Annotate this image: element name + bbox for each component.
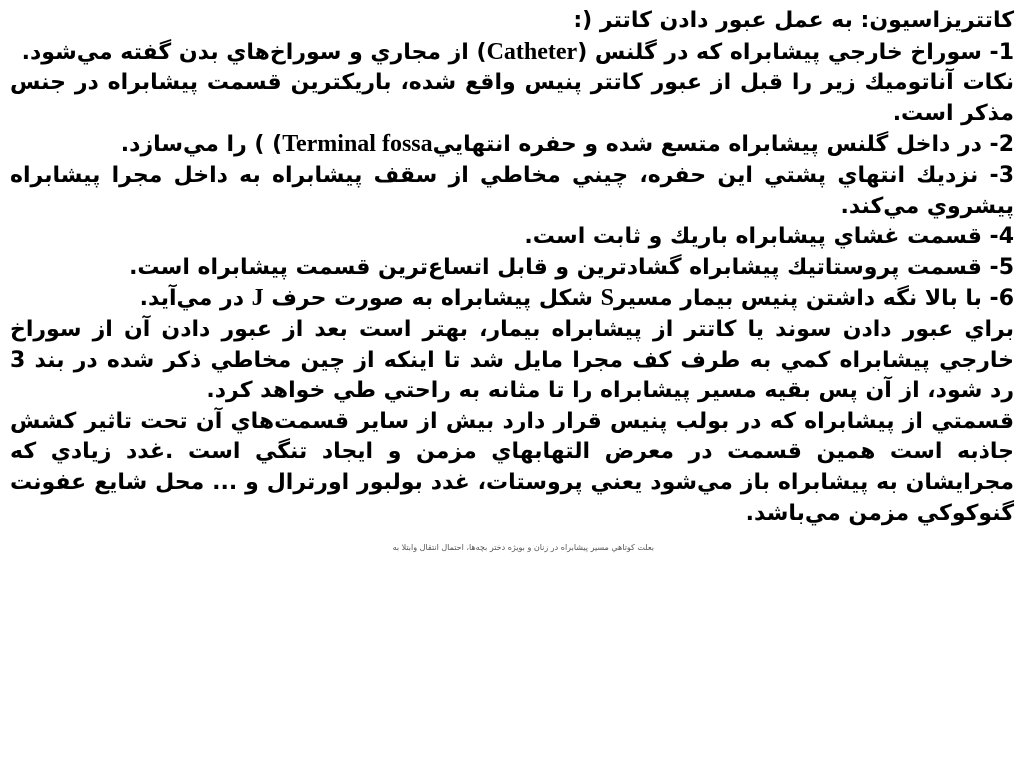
letter-j: J bbox=[251, 285, 264, 312]
paragraph-catheter-advice: براي عبور دادن سوند يا كاتتر از پيشابراه بيمار، بهتر است بعد از عبور دادن آن از سوراخ خارجي پيشابراه كمي به طرف كف مجرا مايل شد تا اينكه از چين مخاطي ذكر شده در بند 3 رد شود، از آن پس بقيه مسير پيشابراه را تا مثانه به راحتي طي خواهد كرد. bbox=[10, 316, 1014, 404]
item-3: 3- نزديك انتهاي پشتي اين حفره، چيني مخاطي از سقف پيشابراه به داخل مجرا پيشابراه پيشروي مي‌كند. bbox=[10, 162, 1014, 219]
item-2 bbox=[10, 129, 1014, 161]
heading-line: كاتتريزاسيون: به عمل عبور دادن كاتتر (: bbox=[573, 8, 1014, 33]
item-6 bbox=[10, 283, 1014, 315]
item-4: 4- قسمت غشاي پيشابراه باريك و ثابت است. bbox=[524, 224, 1014, 250]
item-1-before: 1- سوراخ خارجي پيشابراه كه در گلنس bbox=[587, 39, 1014, 65]
item-2-after: ) ) را مي‌سازد. bbox=[120, 132, 283, 158]
term-terminal-fossa: Terminal fossa bbox=[282, 131, 433, 158]
item-5: 5- قسمت پروستاتيك پيشابراه گشادترين و قابل اتساع‌ترين قسمت پيشابراه است. bbox=[129, 254, 1014, 280]
item-2-before: 2- در داخل گلنس پيشابراه متسع شده و حفره انتهايي bbox=[432, 132, 1014, 158]
letter-s: S bbox=[600, 285, 614, 312]
slide-text-block bbox=[10, 6, 1014, 529]
item-6-after: در مي‌آيد. bbox=[139, 286, 252, 312]
item-6-middle: شكل پيشابراه به صورت حرف bbox=[263, 286, 601, 312]
item-6-before: 6- با بالا نگه داشتن پنيس بيمار مسير bbox=[613, 286, 1014, 312]
overlapping-footnote: بعلت كوتاهي مسير پيشابراه در زنان و بويژه دختر بچه‌ها، احتمال انتقال وابتلا به bbox=[392, 543, 654, 552]
anatomy-note: نكات آناتوميك زير را قبل از عبور كاتتر پنيس واقع شده، باريكترين قسمت پيشابراه در جنس مذكر است. bbox=[10, 70, 1014, 126]
item-1: 1- سوراخ خارجي پيشابراه كه در گلنس (Catheter) از مجاري و سوراخ‌هاي بدن گفته مي‌شود. bbox=[21, 38, 1014, 65]
term-catheter: Catheter bbox=[486, 38, 578, 65]
item-1-after: ) از مجاري و سوراخ‌هاي بدن گفته مي‌شود. bbox=[21, 39, 487, 65]
paragraph-bulbar-urethra: قسمتي از پيشابراه كه در بولب پنيس قرار دارد بيش از ساير قسمت‌هاي آن تحت تاثير كشش جاذبه است همين قسمت در معرض التهابهاي مزمن و ايجاد تنگي است .غدد زيادي كه مجرايشان به پيشابراه باز مي‌شود يعني پروستات، غدد بولبور اورترال و ... محل شايع عفونت گنوكوكي مزمن مي‌باشد. bbox=[10, 408, 1014, 526]
